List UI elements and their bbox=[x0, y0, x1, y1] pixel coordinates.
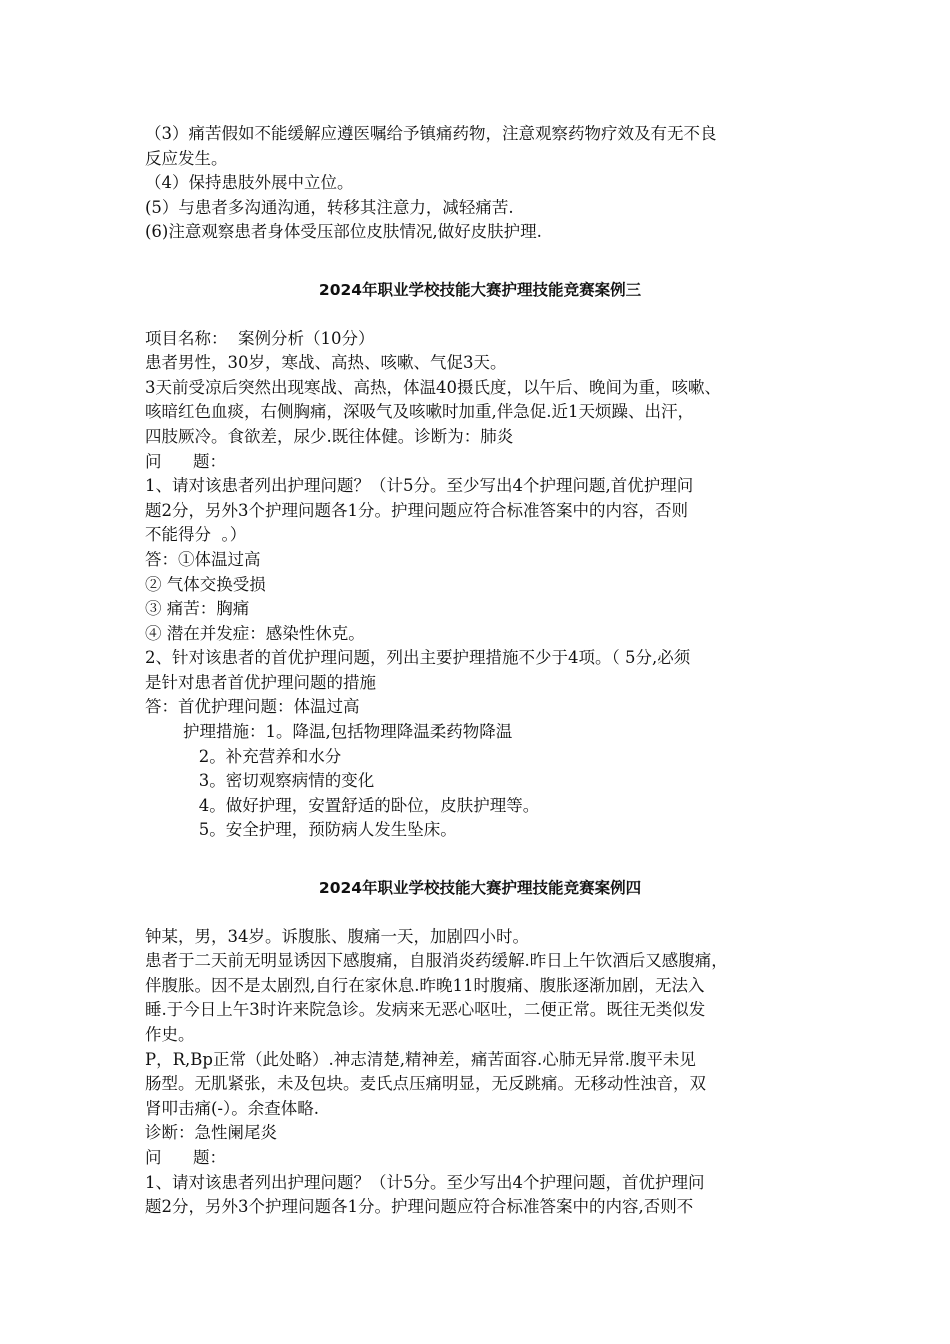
answer-2-line: 答：首优护理问题：体温过高 bbox=[145, 697, 360, 717]
exam-line: 肠型。无肌紧张，未及包块。麦氏点压痛明显，无反跳痛。无移动性浊音，双 bbox=[145, 1074, 706, 1094]
answer-1-line: ② 气体交换受损 bbox=[145, 574, 266, 594]
measure-line: 2。补充营养和水分 bbox=[183, 746, 342, 766]
text-line: （4）保持患肢外展中立位。 bbox=[145, 173, 354, 193]
exam-line: P，R,Bp正常（此处略）.神志清楚,精神差，痛苦面容.心肺无异常.腹平未见 bbox=[145, 1049, 696, 1069]
text-line: 睡.于今日上午3时许来院急诊。发病来无恶心呕吐，二便正常。既往无类似发 bbox=[145, 1000, 706, 1020]
text-line: 四肢厥冷。食欲差，尿少.既往体健。诊断为：肺炎 bbox=[145, 426, 514, 446]
patient-summary: 钟某，男，34岁。诉腹胀、腹痛一天，加剧四小时。 bbox=[145, 926, 529, 946]
question-1-line: 1、请对该患者列出护理问题？（计5分。至少写出4个护理问题,首优护理问 bbox=[145, 476, 694, 496]
measure-line: 3。密切观察病情的变化 bbox=[183, 771, 375, 791]
text-line: 患者于二天前无明显诱因下感腹痛，自服消炎药缓解.昨日上午饮酒后又感腹痛， bbox=[145, 951, 728, 971]
text-line: 咳暗红色血痰，右侧胸痛，深吸气及咳嗽时加重,伴急促.近1天烦躁、出汗， bbox=[145, 402, 694, 422]
text-line: （3）痛苦假如不能缓解应遵医嘱给予镇痛药物，注意观察药物疗效及有无不良 bbox=[145, 124, 717, 143]
measure-line: 4。做好护理，安置舒适的卧位，皮肤护理等。 bbox=[183, 795, 540, 815]
question-1-line: 1、请对该患者列出护理问题？（计5分。至少写出4个护理问题，首优护理问 bbox=[145, 1172, 705, 1192]
project-name: 项目名称： 案例分析（10分） bbox=[145, 328, 375, 348]
text-line: 伴腹胀。因不是太剧烈,自行在家休息.昨晚11时腹痛、腹胀逐渐加剧，无法入 bbox=[145, 975, 705, 995]
question-2-line: 是针对患者首优护理问题的措施 bbox=[145, 672, 376, 692]
spacer bbox=[145, 303, 815, 327]
question-2-line: 2、针对该患者的首优护理问题，列出主要护理措施不少于4项。（ 5分,必须 bbox=[145, 648, 691, 668]
text-line: 3天前受凉后突然出现寒战、高热，体温40摄氏度，以午后、晚间为重，咳嗽、 bbox=[145, 377, 721, 397]
spacer bbox=[145, 843, 815, 876]
question-1-line: 不能得分 。） bbox=[145, 525, 247, 545]
answer-1-line: ④ 潜在并发症：感染性休克。 bbox=[145, 623, 365, 643]
spacer bbox=[145, 245, 815, 278]
question-label: 问 题： bbox=[145, 1147, 226, 1167]
measure-line: 5。安全护理，预防病人发生坠床。 bbox=[183, 820, 457, 840]
case3-heading: 2024年职业学校技能大赛护理技能竞赛案例三 bbox=[318, 280, 642, 299]
text-line: 作史。 bbox=[145, 1025, 195, 1044]
document-body bbox=[145, 122, 815, 1220]
measure-line: 护理措施：1。降温,包括物理降温柔药物降温 bbox=[183, 722, 513, 742]
exam-line: 肾叩击痛(-）。余查体略. bbox=[145, 1098, 320, 1118]
diagnosis: 诊断：急性阑尾炎 bbox=[145, 1123, 277, 1143]
text-line: (5）与患者多沟通沟通，转移其注意力，减轻痛苦. bbox=[145, 197, 514, 217]
patient-summary: 患者男性，30岁，寒战、高热、咳嗽、气促3天。 bbox=[145, 353, 507, 373]
question-1-line: 题2分，另外3个护理问题各1分。护理问题应符合标准答案中的内容,否则不 bbox=[145, 1197, 694, 1217]
text-line: 反应发生。 bbox=[145, 148, 228, 168]
question-label: 问 题： bbox=[145, 451, 226, 471]
text-line: (6)注意观察患者身体受压部位皮肤情况,做好皮肤护理. bbox=[145, 222, 542, 242]
question-1-line: 题2分，另外3个护理问题各1分。护理问题应符合标准答案中的内容，否则 bbox=[145, 500, 688, 520]
case4-heading: 2024年职业学校技能大赛护理技能竞赛案例四 bbox=[318, 879, 642, 898]
answer-1-line: ③ 痛苦：胸痛 bbox=[145, 599, 250, 619]
spacer bbox=[145, 901, 815, 925]
answer-1-line: 答：①体温过高 bbox=[145, 549, 261, 569]
